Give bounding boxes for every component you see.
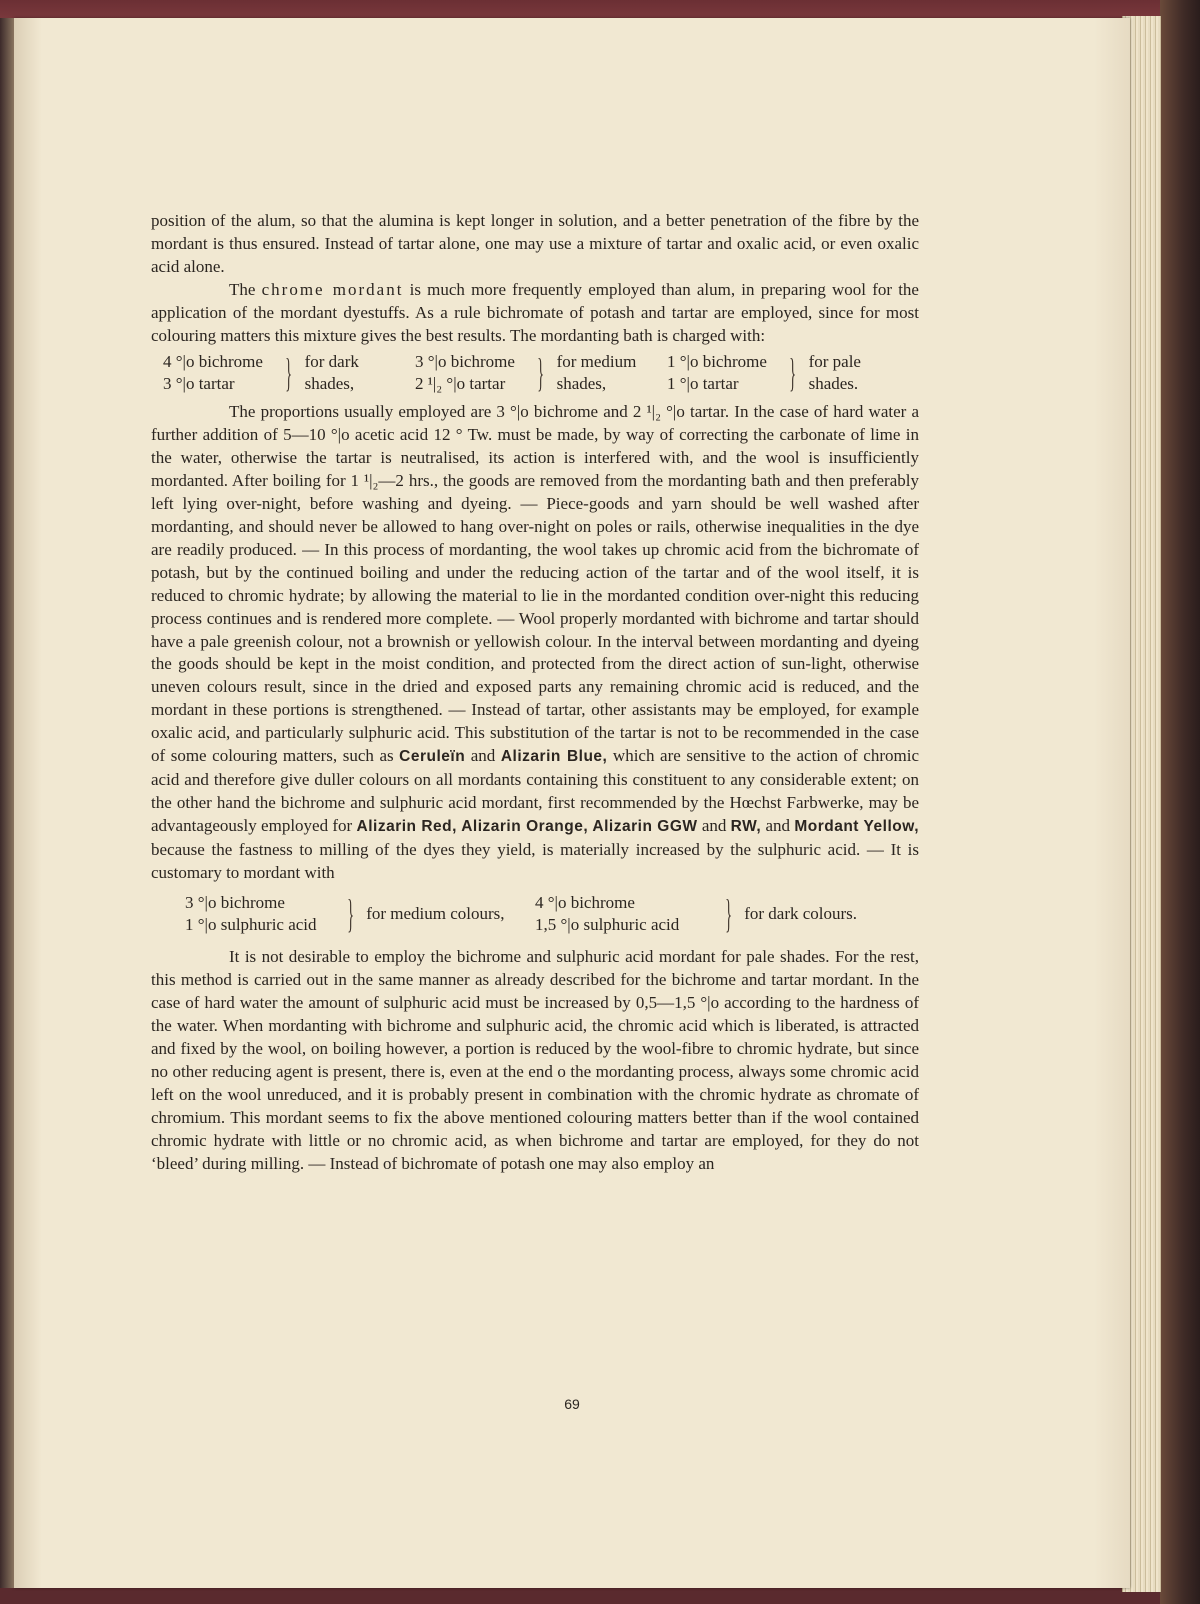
p2-pre: The xyxy=(229,279,262,299)
table-cell: for dark xyxy=(304,352,359,372)
paragraph-3 xyxy=(151,401,919,884)
group-items xyxy=(415,351,525,395)
table-cell: for medium colours, xyxy=(366,904,505,924)
dye-mordant-yellow: Mordant Yellow, xyxy=(794,817,920,835)
table-cell: shades. xyxy=(808,374,859,394)
table-cell: 1,5 °|o sulphuric acid xyxy=(535,915,680,935)
paragraph-2 xyxy=(151,279,919,348)
group-items xyxy=(535,892,713,936)
mordant-group-dark xyxy=(163,351,415,395)
paragraph-4: It is not desirable to employ the bichrome and sulphuric acid mordant for pale shades. For the rest, this method is carried out in the same manner as already described for the bichrome and tartar mordant. In the case of hard water the amount of sulphuric acid must be increased by 0,5—1,5 °|o according to the hardness of the water. When mordanting with bichrome and sulphuric acid, the chromic acid which is liberated, is attracted and fixed by the wool, on boiling however, a portion is reduced by the wool-fibre to chromic hydrate, but since no other reducing agent is present, there is, even at the end o the mordanting process, always some chromic acid left on the wool unreduced, and it is probably present in combination with the chromic hydrate as chromate of chromium. This mordant seems to fix the above mentioned colouring matters better than if the wool contained chromic hydrate with little or no chromic acid, as when bichrome and tartar are employed, for they do not ‘bleed’ during milling. — Instead of bichromate of potash one may also employ an xyxy=(151,947,919,1173)
table-cell: 4 °|o bichrome xyxy=(535,893,635,913)
page-gutter xyxy=(0,18,14,1588)
group-items xyxy=(667,351,777,395)
table-cell: 1 °|o tartar xyxy=(667,374,739,394)
book-cover-right xyxy=(1160,0,1200,1604)
group-use xyxy=(809,351,919,395)
group-items xyxy=(163,351,273,395)
paragraph-1: position of the alum, so that the alumina is kept longer in solution, and a better penetration of the fibre by the mordant is thus ensured. Instead of tartar alone, one may use a mixture of tartar and oxalic acid, or even oxalic acid alone. xyxy=(151,211,919,276)
table-cell: 1 °|o sulphuric acid xyxy=(185,915,317,935)
p3-f: because the fastness to milling of the dyes they yield, is materially increased by the sulphuric acid. — It is customary to mordant with xyxy=(151,839,919,882)
sulphuric-mordant-table xyxy=(185,892,919,936)
brace-glyph: } xyxy=(789,350,797,396)
table-cell: 3 °|o bichrome xyxy=(415,352,515,372)
table-cell: for dark colours. xyxy=(744,904,858,924)
chrome-mordant-term: chrome mordant xyxy=(261,279,404,299)
table-cell: 2 ¹|₂ °|o tartar xyxy=(415,374,506,394)
dye-cerulein: Ceruleïn xyxy=(399,748,466,766)
table-cell: shades, xyxy=(304,374,355,394)
mordant-bath-table xyxy=(163,351,919,395)
table-cell: for pale xyxy=(808,352,861,372)
dye-alizarin-red: Alizarin Red, Alizarin Orange, Alizarin GGW xyxy=(356,817,698,835)
group-use xyxy=(305,351,415,395)
dye-alizarin-blue: Alizarin Blue, xyxy=(500,748,608,766)
mordant-group-medium xyxy=(415,351,667,395)
brace-glyph: } xyxy=(347,891,354,937)
dye-rw: RW, xyxy=(730,817,762,835)
table-cell: 1 °|o bichrome xyxy=(667,352,767,372)
page-number: 69 xyxy=(564,1396,580,1412)
p3-e: and xyxy=(761,815,795,835)
mordant-group-pale xyxy=(667,351,919,395)
page-text-block xyxy=(151,210,919,1176)
table-cell: for medium xyxy=(556,352,637,372)
book-page xyxy=(14,18,1130,1588)
table-cell: 3 °|o tartar xyxy=(163,374,235,394)
p2-post: is much more frequently employed than alum, in preparing wool for the application of the mordant dyestuffs. As a rule bichromate of potash and tartar are employed, since for most colouring matters this mixture gives the best results. The mordanting bath is charged with: xyxy=(151,279,919,345)
table-cell: 4 °|o bichrome xyxy=(163,352,263,372)
group-items xyxy=(185,892,335,936)
brace-glyph: } xyxy=(725,891,732,937)
sulphuric-group-medium xyxy=(185,892,535,936)
table-cell: 3 °|o bichrome xyxy=(185,893,285,913)
table-cell: shades, xyxy=(556,374,607,394)
p3-b: and xyxy=(465,746,501,766)
p3-d: and xyxy=(697,815,731,835)
brace-glyph: } xyxy=(537,350,545,396)
p3-a: The proportions usually employed are 3 °|o bichrome and 2 ¹|₂ °|o tartar. In the case of hard water a further addition of 5—10 °|o acetic acid 12 ° Tw. must be made, by way of correcting the carbonate of lime in the water, otherwise the tartar is neutralised, its action is interfered with, and the wool is insufficiently mordanted. After boiling for 1 ¹|₂—2 hrs., the goods are removed from the mordanting bath and then preferably left lying over-night, before washing and dyeing. — Piece-goods and yarn should be well washed after mordanting, and should never be allowed to hang over-night on poles or rails, otherwise inequalities in the dye are readily produced. — In this process of mordanting, the wool takes up chromic acid from the bichromate of potash, but by the continued boiling and under the reducing action of the tartar and of the wool itself, it is reduced to chromic hydrate; by allowing the material to lie in the mordanted condition over-night this reducing process continues and is rendered more complete. — Wool properly mordanted with bichrome and tartar should have a pale greenish colour, not a brownish or yellowish colour. In the interval between mordanting and dyeing the goods should be kept in the moist condition, and protected from the direct action of sun-light, otherwise uneven colours result, since in the dried and exposed parts any remaining chromic acid is reduced, and the mordant in these portions is strengthened. — Instead of tartar, other assistants may be employed, for example oxalic acid, and particularly sulphuric acid. This substitution of the tartar is not to be recommended in the case of some colouring matters, such as xyxy=(151,402,919,766)
brace-glyph: } xyxy=(285,350,293,396)
sulphuric-group-dark xyxy=(535,892,857,936)
p3-c: which are sensitive to the action of chromic acid and therefore give duller colours on all mordants containing this constituent to any considerable extent; on the other hand the bichrome and sulphuric acid mordant, first recommended by the Hœchst Farbwerke, may be advantageously employed for xyxy=(151,746,920,835)
group-use xyxy=(557,351,667,395)
